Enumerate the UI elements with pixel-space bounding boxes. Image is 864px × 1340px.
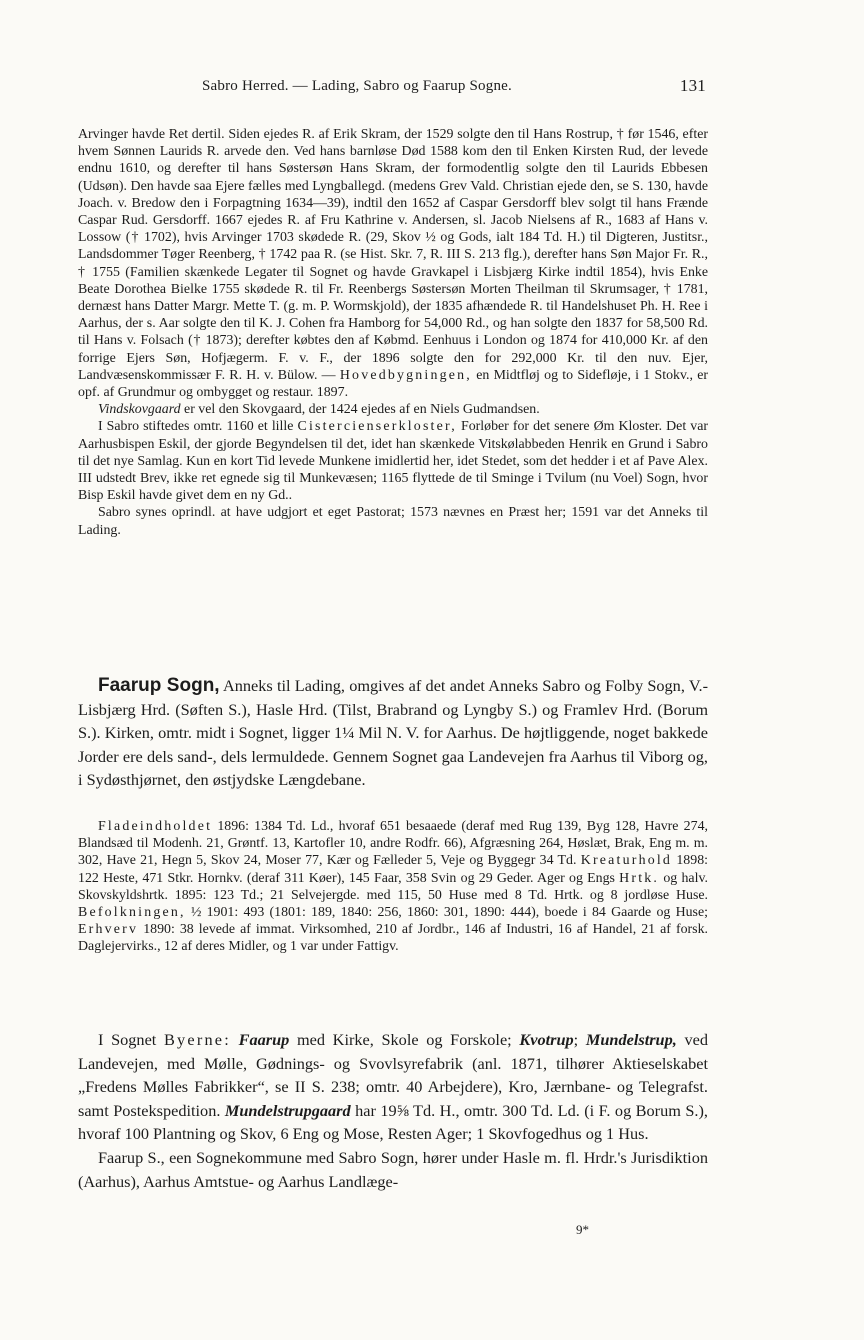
statistics-section	[78, 818, 708, 956]
section-heading: Faarup Sogn,	[98, 675, 220, 696]
faarup-intro	[78, 674, 708, 792]
place-name: Mundelstrup,	[585, 1030, 677, 1049]
signature-mark: 9*	[576, 1222, 589, 1237]
place-name: Kvotrup	[519, 1030, 574, 1049]
place-name: Faarup	[238, 1030, 290, 1049]
place-name: Vindskovgaard	[98, 402, 181, 418]
sabro-section	[78, 126, 708, 539]
villages-section	[78, 1028, 708, 1193]
paragraph-cistercian-cloister: I Sabro stiftedes omtr. 1160 et lille Cistercienserkloster, Forløber for det senere Øm Kloster. Det var Aarhusbispen Eskil, der gjorde Begyndelsen til det, idet han skænkede Vitskølabbeden Henrik en Grund i Sabro til det nye Samlag. Kun en kort Tid levede Munkene imidlertid her, idet Stedet, som det hedder i et af Pave Alex. III udstedt Brev, ikke ret egnede sig til Munkevæsen; 1165 flyttede de til Sminge i Tvilum (nu Voel) Sogn, hvor Bisp Eskil havde givet dem en ny Gd..	[78, 419, 708, 504]
paragraph-rostrup-history: Arvinger havde Ret dertil. Siden ejedes R. af Erik Skram, der 1529 solgte den til Hans Rostrup, † før 1546, efter hvem Sønnen Laurids R. arvede den. Ved hans barnløse Død 1588 kom den til Enken Kirsten Rud, der levede endnu 1610, og derefter til hans Søstersøn Hans Skram, der formodentlig solgte den til Laurids Ebbesen (Udsøn). Den havde saa Ejere fælles med Lyngballegd. (medens Grev Vald. Christian ejede den, se S. 130, havde Joach. v. Bredow den i Forpagtning 1634—39), indtil den 1652 af Caspar Gersdorff blev solgt til hans Frænde Caspar Rud. Gersdorff. 1667 ejedes R. af Fru Kathrine v. Andersen, sl. Jacob Nielsens af R., 1683 af Hans v. Lossow († 1702), hvis Arvinger 1703 skødede R. (29, Skov ½ og Gods, ialt 184 Td. H.) til Digteren, Justitsr., Landsdommer Tøger Reenberg, † 1742 paa R. (se Hist. Skr. 7, R. III S. 213 flg.), derefter hans Søn Major Fr. R., † 1755 (Familien skænkede Legater til Sognet og havde Gravkapel i Lisbjærg Kirke indtil 1854), hvis Enke Beate Dorothea Bielke 1755 skødede R. til Fr. Reenbergs Søstersøn Morten Theilman til Skrumsager, † 1781, dernæst hans Datter Margr. Mette T. (g. m. P. Wormskjold), der 1835 afhændede R. til Handelshuset Ph. H. Ree i Aarhus, der s. Aar solgte den til K. J. Cohen fra Hamborg for 54,000 Rd., og han solgte den 1837 for 58,500 Rd. til Hans v. Folsach († 1873); derefter købtes den af Købmd. Eenhuus i London og 1874 for 410,000 Kr. af den forrige Ejers Søn, Hofjægerm. F. v. F., der 1896 solgte den for 292,000 Kr. til den nuv. Ejer, Landvæsenskommissær F. R. H. v. Bülow. — Hovedbygningen, en Midtfløj og to Sidefløje, i 1 Stokv., er opf. af Grundmur og ombygget og restaur. 1897.	[78, 127, 708, 401]
place-name: Mundelstrupgaard	[224, 1100, 351, 1120]
paragraph-statistics: Fladeindholdet 1896: 1384 Td. Ld., hvoraf 651 besaaede (deraf med Rug 139, Byg 128, Havre 274, Blandsæd til Modenh. 21, Grøntf. 13, Kartofler 10, andre Rodfr. 66), Afgræsning 264, Høslæt, Brak, Eng m. m. 302, Have 21, Hegn 5, Skov 24, Moser 77, Kær og Fælleder 5, Veje og Byggegr 34 Td. Kreaturhold 1898: 122 Heste, 471 Stkr. Hornkv. (deraf 311 Køer), 145 Faar, 358 Svin og 29 Geder. Ager og Engs Hrtk. og halv. Skovskyldshrtk. 1895: 123 Td.; 21 Selvejergde. med 115, 50 Huse med 8 Td. Hrtk. og 8 jordløse Huse. Befolkningen, ½ 1901: 493 (1801: 189, 1840: 256, 1860: 301, 1890: 444), boede i 84 Gaarde og Huse; Erhverv 1890: 38 levede af immat. Virksomhed, 210 af Jordbr., 146 af Industri, 16 af Handel, 21 af forsk. Daglejervirks., 12 af deres Midler, og 1 var under Fattigv.	[78, 819, 708, 955]
header-title: Sabro Herred. — Lading, Sabro og Faarup Sogne.	[202, 78, 512, 94]
paragraph-jurisdiction: Faarup S., een Sognekommune med Sabro Sogn, hører under Hasle m. fl. Hrdr.'s Jurisdiktion (Aarhus), Aarhus Amtstue- og Aarhus Landlæge-	[78, 1147, 708, 1191]
paragraph-villages: I Sognet Byerne: Faarup med Kirke, Skole og Forskole; Kvotrup; Mundelstrup, ved Landevejen, med Mølle, Gødnings- og Svovlsyrefabrik (anl. 1871, tilhører Aktieselskabet „Fredens Mølles Fabrikker“, se II S. 238; omtr. 40 Arbejdere), Kro, Jærnbane- og Telegrafst. samt Postekspedition. Mundelstrupgaard har 19⅝ Td. H., omtr. 300 Td. Ld. (i F. og Borum S.), hvoraf 100 Plantning og Skov, 6 Eng og Mose, Resten Ager; 1 Skovfogedhus og 1 Hus.	[78, 1030, 709, 1144]
paragraph-pastorate: Sabro synes oprindl. at have udgjort et eget Pastorat; 1573 nævnes en Præst her; 1591 var det Anneks til Lading.	[78, 505, 708, 538]
paragraph-vindskovgaard: Vindskovgaard er vel den Skovgaard, der 1424 ejedes af en Niels Gudmandsen.	[98, 402, 540, 418]
paragraph-faarup-intro: Faarup Sogn, Anneks til Lading, omgives af det andet Anneks Sabro og Folby Sogn, V.-Lisbjærg Hrd. (Søften S.), Hasle Hrd. (Tilst, Brabrand og Lyngby S.) og Framlev Hrd. (Borum S.). Kirken, omtr. midt i Sognet, ligger 1¼ Mil N. V. for Aarhus. De højtliggende, noget bakkede Jorder ere dels sand-, dels lermuldede. Gennem Sognet gaa Landevejen fra Aarhus til Viborg og, i Sydøsthjørnet, den østjydske Længdebane.	[78, 675, 708, 790]
page-number: 131	[679, 76, 706, 95]
spaced-term: Cistercienserkloster,	[297, 419, 457, 435]
spaced-term: Hovedbygningen,	[339, 367, 472, 383]
